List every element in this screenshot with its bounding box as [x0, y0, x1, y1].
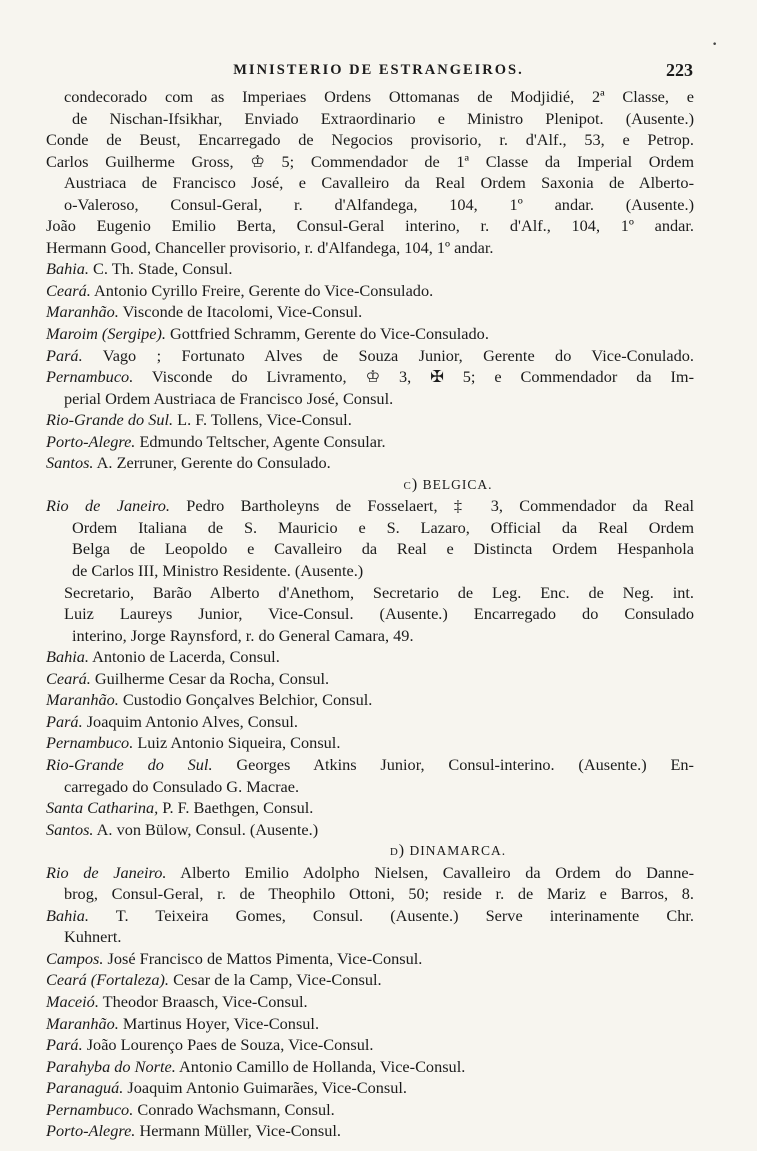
- text-line: [42, 560, 694, 582]
- line-text: Ordem Italiana de S. Mauricio e S. Lazaro, Official da Real Ordem: [72, 517, 694, 537]
- line-text: interino, Jorge Raynsford, r. do General Camara, 49.: [72, 625, 414, 645]
- line-text: Carlos Guilherme Gross, ♔ 5; Commendador de 1ª Classe da Imperial Ordem: [46, 151, 694, 171]
- line-text: Luiz Laureys Junior, Vice-Consul. (Ausente.) Encarregado do Consulado: [64, 604, 694, 624]
- place-name: Ceará.: [46, 280, 91, 300]
- line-text: Belga de Leopoldo e Cavalleiro da Real e Distincta Ordem Hespanhola: [72, 539, 694, 559]
- text-line: [42, 819, 694, 841]
- text-line: [42, 732, 694, 754]
- place-name: Bahia.: [46, 905, 89, 925]
- text-line: [42, 194, 694, 216]
- text-line: [42, 776, 694, 798]
- line-text: Antonio de Lacerda, Consul.: [88, 647, 280, 667]
- place-name: Maroim (Sergipe).: [46, 324, 166, 344]
- line-text: Martinus Hoyer, Vice-Consul.: [118, 1013, 320, 1033]
- line-text: Hermann Müller, Vice-Consul.: [135, 1121, 341, 1141]
- line-text: A. von Bülow, Consul. (Ausente.): [93, 819, 319, 839]
- place-name: Maceió.: [46, 991, 99, 1011]
- line-text: Custodio Gonçalves Belchior, Consul.: [118, 690, 373, 710]
- line-text: João Lourenço Paes de Souza, Vice-Consul.: [82, 1035, 374, 1055]
- text-line: [42, 538, 694, 560]
- text-line: [42, 388, 694, 410]
- text-line: [42, 301, 694, 323]
- line-text: Conrado Wachsmann, Consul.: [133, 1099, 335, 1119]
- text-line: [42, 969, 694, 991]
- text-line: [42, 452, 694, 474]
- place-name: Pará.: [46, 1035, 83, 1055]
- place-name: Santos.: [46, 453, 94, 473]
- text-line: [42, 797, 694, 819]
- place-name: Rio-Grande do Sul.: [46, 754, 213, 774]
- line-text: Guilherme Cesar da Rocha, Consul.: [90, 668, 330, 688]
- text-line: [42, 1056, 694, 1078]
- text-line: [42, 711, 694, 733]
- text-line: [42, 366, 694, 388]
- place-name: Parahyba do Norte.: [46, 1056, 176, 1076]
- line-text: Vago ; Fortunato Alves de Souza Junior, Gerente do Vice-Conulado.: [82, 345, 694, 365]
- place-name: Santa Catharina,: [46, 798, 159, 818]
- place-name: Pernambuco.: [46, 1099, 134, 1119]
- text-line: [42, 603, 694, 625]
- line-text: Visconde de Itacolomi, Vice-Consul.: [118, 302, 363, 322]
- section-name: BELGICA.: [422, 476, 493, 492]
- line-text: Luiz Antonio Siqueira, Consul.: [133, 733, 341, 753]
- place-name: Santos.: [46, 819, 94, 839]
- text-line: [42, 517, 694, 539]
- place-name: Pernambuco.: [46, 733, 134, 753]
- text-line: [42, 646, 694, 668]
- place-name: Maranhão.: [46, 690, 119, 710]
- line-text: carregado do Consulado G. Macrae.: [64, 776, 300, 796]
- text-line: [42, 689, 694, 711]
- line-text: brog, Consul-Geral, r. de Theophilo Ottoni, 50; reside r. de Mariz e Barros, 8.: [64, 884, 694, 904]
- text-line: [42, 215, 694, 237]
- text-line: [42, 948, 694, 970]
- line-text: Joaquim Antonio Guimarães, Vice-Consul.: [123, 1078, 407, 1098]
- text-line: [42, 258, 694, 280]
- text-line: [42, 409, 694, 431]
- line-text: Secretario, Barão Alberto d'Anethom, Secretario de Leg. Enc. de Neg. int.: [64, 582, 694, 602]
- text-line: [42, 323, 694, 345]
- text-line: [42, 86, 694, 108]
- section-heading: [42, 840, 694, 862]
- place-name: Ceará.: [46, 668, 91, 688]
- place-name: Paranaguá.: [46, 1078, 124, 1098]
- page-body: [42, 86, 694, 1142]
- text-line: [42, 883, 694, 905]
- place-name: Pará.: [46, 711, 83, 731]
- text-line: [42, 905, 694, 927]
- line-text: de Nischan-Ifsikhar, Enviado Extraordinario e Ministro Plenipot. (Ausente.): [72, 108, 694, 128]
- place-name: Porto-Alegre.: [46, 431, 136, 451]
- line-text: Alberto Emilio Adolpho Nielsen, Cavalleiro da Ordem do Danne-: [166, 862, 694, 882]
- place-name: Maranhão.: [46, 1013, 119, 1033]
- speck-mark: •: [712, 40, 718, 50]
- line-text: perial Ordem Austriaca de Francisco José, Consul.: [64, 388, 394, 408]
- section-label: d): [389, 842, 406, 860]
- text-line: [42, 495, 694, 517]
- text-line: [42, 237, 694, 259]
- line-text: Gottfried Schramm, Gerente do Vice-Consulado.: [165, 324, 489, 344]
- text-line: [42, 1034, 694, 1056]
- line-text: o-Valeroso, Consul-Geral, r. d'Alfandega, 104, 1º andar. (Ausente.): [64, 194, 694, 214]
- line-text: Pedro Bartholeyns de Fosselaert, ‡ 3, Commendador da Real: [169, 496, 694, 516]
- page-number: 223: [666, 60, 693, 80]
- text-line: [42, 345, 694, 367]
- place-name: Bahia.: [46, 259, 89, 279]
- text-line: [42, 926, 694, 948]
- text-line: [42, 582, 694, 604]
- line-text: Conde de Beust, Encarregado de Negocios provisorio, r. d'Alf., 53, e Petrop.: [46, 130, 694, 150]
- text-line: [42, 625, 694, 647]
- text-line: [42, 1099, 694, 1121]
- place-name: Rio de Janeiro.: [46, 496, 170, 516]
- text-line: [42, 668, 694, 690]
- line-text: T. Teixeira Gomes, Consul. (Ausente.) Serve interinamente Chr.: [88, 905, 694, 925]
- text-line: [42, 1120, 694, 1142]
- section-heading: [42, 474, 694, 496]
- line-text: José Francisco de Mattos Pimenta, Vice-Consul.: [103, 948, 423, 968]
- place-name: Maranhão.: [46, 302, 119, 322]
- line-text: João Eugenio Emilio Berta, Consul-Geral interino, r. d'Alf., 104, 1º andar.: [46, 216, 694, 236]
- text-line: [42, 172, 694, 194]
- text-line: [42, 1077, 694, 1099]
- line-text: Georges Atkins Junior, Consul-interino. (Ausente.) En-: [212, 754, 694, 774]
- line-text: Cesar de la Camp, Vice-Consul.: [169, 970, 382, 990]
- line-text: Austriaca de Francisco José, e Cavalleiro da Real Ordem Saxonia de Alberto-: [64, 173, 694, 193]
- text-line: [42, 129, 694, 151]
- text-line: [42, 1013, 694, 1035]
- place-name: Pernambuco.: [46, 367, 134, 387]
- text-line: [42, 862, 694, 884]
- place-name: Ceará (Fortaleza).: [46, 970, 169, 990]
- place-name: Campos.: [46, 948, 104, 968]
- line-text: Theodor Braasch, Vice-Consul.: [98, 991, 308, 1011]
- line-text: Kuhnert.: [64, 927, 122, 947]
- section-label: c): [403, 475, 419, 493]
- running-title: MINISTERIO DE ESTRANGEIROS.: [233, 62, 524, 78]
- place-name: Bahia.: [46, 647, 89, 667]
- place-name: Rio de Janeiro.: [46, 862, 167, 882]
- line-text: Antonio Camillo de Hollanda, Vice-Consul.: [175, 1056, 466, 1076]
- text-line: [42, 151, 694, 173]
- text-line: [42, 108, 694, 130]
- line-text: P. F. Baethgen, Consul.: [158, 798, 314, 818]
- text-line: [42, 991, 694, 1013]
- place-name: Porto-Alegre.: [46, 1121, 136, 1141]
- line-text: Hermann Good, Chanceller provisorio, r. d'Alfandega, 104, 1º andar.: [46, 237, 494, 257]
- line-text: C. Th. Stade, Consul.: [88, 259, 233, 279]
- section-name: DINAMARCA.: [409, 843, 507, 859]
- place-name: Rio-Grande do Sul.: [46, 410, 174, 430]
- place-name: Pará.: [46, 345, 83, 365]
- text-line: [42, 754, 694, 776]
- text-line: [42, 431, 694, 453]
- text-line: [42, 280, 694, 302]
- line-text: Edmundo Teltscher, Agente Consular.: [135, 431, 386, 451]
- line-text: Antonio Cyrillo Freire, Gerente do Vice-Consulado.: [90, 280, 434, 300]
- line-text: Visconde do Livramento, ♔ 3, ✠ 5; e Commendador da Im-: [133, 367, 694, 387]
- line-text: de Carlos III, Ministro Residente. (Ausente.): [72, 561, 364, 581]
- line-text: L. F. Tollens, Vice-Consul.: [173, 410, 352, 430]
- line-text: condecorado com as Imperiaes Ordens Ottomanas de Modjidié, 2ª Classe, e: [64, 87, 694, 106]
- line-text: Joaquim Antonio Alves, Consul.: [82, 711, 298, 731]
- line-text: A. Zerruner, Gerente do Consulado.: [93, 453, 331, 473]
- page-header: [0, 62, 757, 84]
